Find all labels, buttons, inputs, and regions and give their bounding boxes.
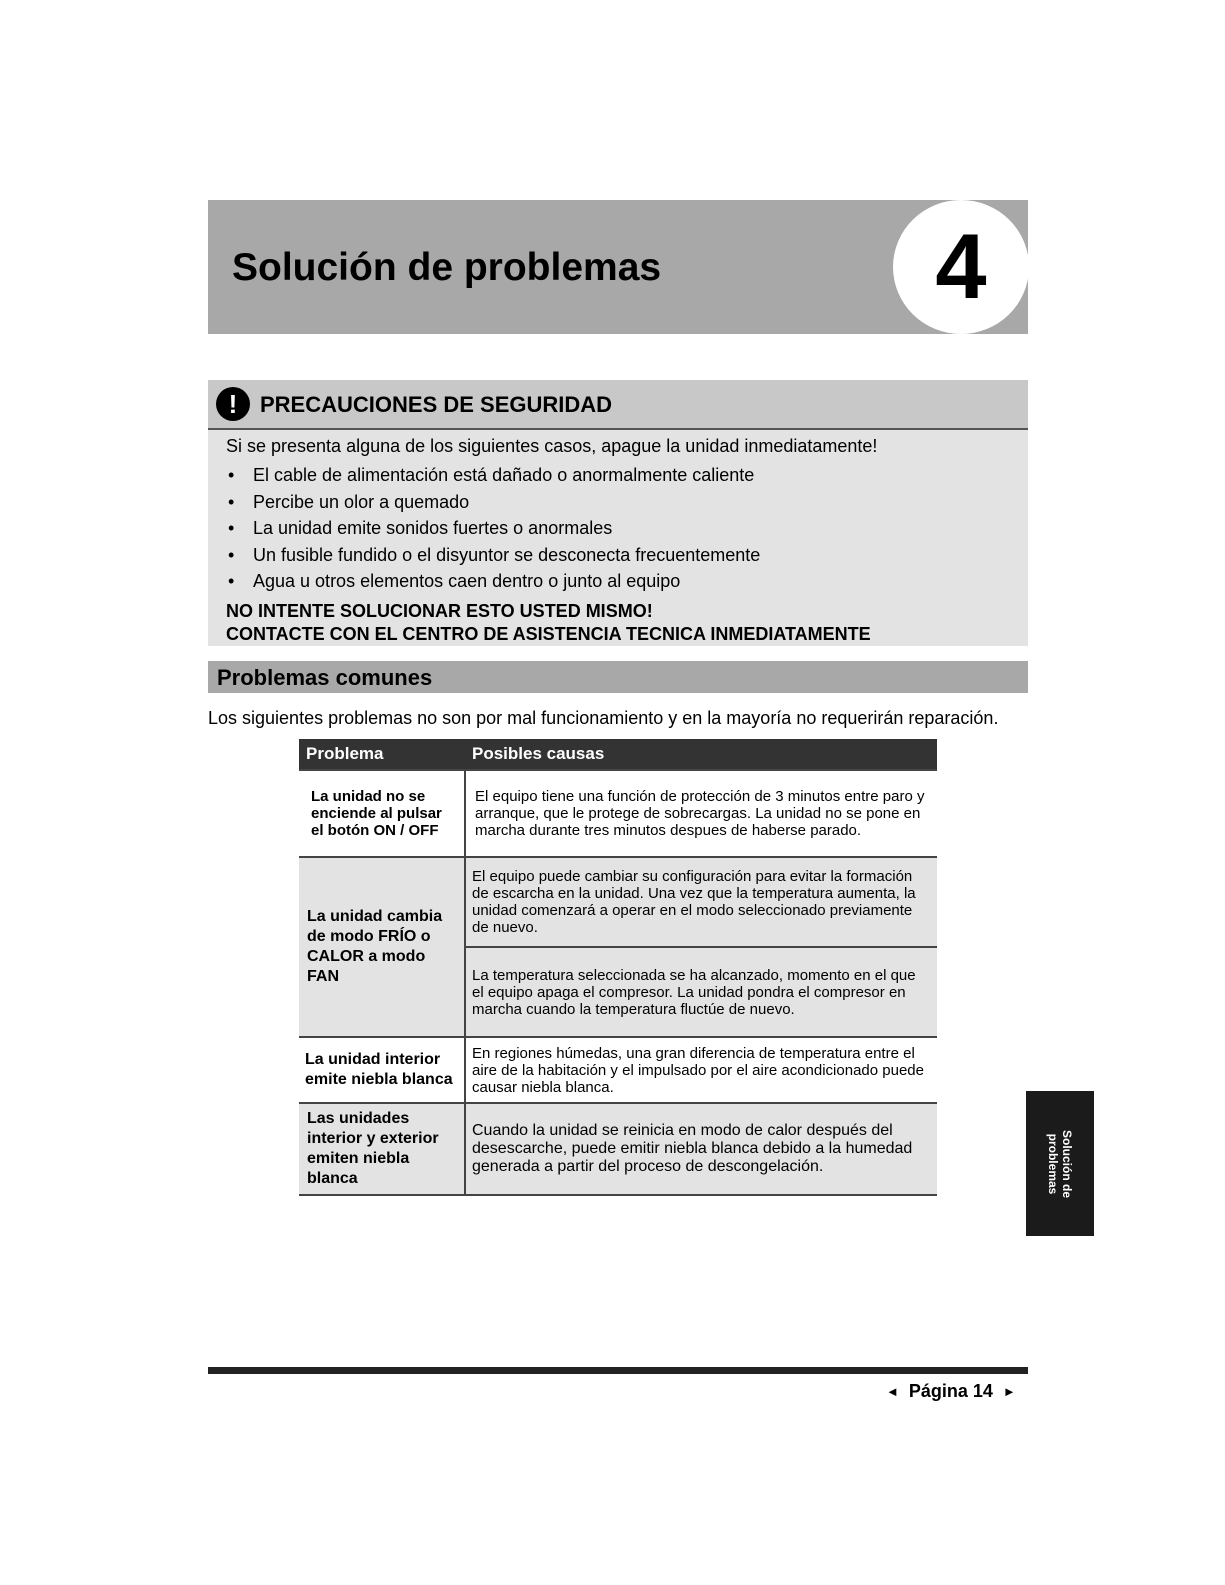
cause-cell: El equipo tiene una función de protección de 3 minutos entre paro y arranque, que le protege de sobrecargas. La unidad no se pone en marcha durante tres minutos despues de haberse parado.: [465, 770, 937, 857]
page-navigation: [886, 1379, 1016, 1403]
safety-title: PRECAUCIONES DE SEGURIDAD: [260, 392, 613, 417]
column-header-problem: Problema: [299, 739, 465, 770]
list-item: • Percibe un olor a quemado: [228, 491, 470, 512]
safety-warning: [226, 600, 871, 646]
cause-cell: La temperatura seleccionada se ha alcanzado, momento en el que el equipo apaga el compresor. La unidad pondra el compresor en marcha cuando la temperatura fluctúe de nuevo.: [465, 947, 937, 1037]
footer-divider: [208, 1367, 1028, 1374]
list-item: • El cable de alimentación está dañado o anormalmente caliente: [228, 465, 755, 485]
list-item: • Un fusible fundido o el disyuntor se desconecta frecuentemente: [228, 544, 761, 565]
problem-cell: La unidad cambia de modo FRÍO o CALOR a modo FAN: [299, 857, 465, 1037]
chapter-number: 4: [893, 200, 1028, 334]
section-intro: Los siguientes problemas no son por mal funcionamiento y en la mayoría no requerirán reparación.: [208, 708, 999, 728]
safety-intro: Si se presenta alguna de los siguientes casos, apague la unidad inmediatamente!: [226, 436, 878, 456]
safety-warning-line: CONTACTE CON EL CENTRO DE ASISTENCIA TECNICA INMEDIATAMENTE: [226, 624, 871, 644]
table-row: [299, 770, 937, 857]
previous-page-arrow-icon[interactable]: ◄: [886, 1383, 899, 1399]
cause-cell: En regiones húmedas, una gran diferencia de temperatura entre el aire de la habitación y el impulsado por el aire acondicionado puede causar niebla blanca.: [465, 1037, 937, 1103]
common-problems-header: [208, 661, 1028, 693]
problem-cell: Las unidades interior y exterior emiten niebla blanca: [299, 1103, 465, 1195]
cause-cell: Cuando la unidad se reinicia en modo de calor después del desescarche, puede emitir niebla blanca debido a la humedad generada a partir del proceso de descongelación.: [465, 1103, 937, 1195]
table-row: [299, 857, 937, 947]
table-row: [299, 1103, 937, 1195]
problem-cell: La unidad interior emite niebla blanca: [299, 1037, 465, 1103]
safety-precautions-box: [208, 380, 1028, 646]
chapter-side-tab[interactable]: [1026, 1091, 1094, 1236]
section-title: Problemas comunes: [217, 665, 433, 690]
list-item: • La unidad emite sonidos fuertes o anormales: [228, 518, 613, 538]
table-header-row: [299, 739, 937, 770]
table-row: [299, 1037, 937, 1103]
safety-header: [208, 380, 1028, 430]
chapter-header: [208, 200, 1028, 334]
page-number: Página 14: [908, 1380, 993, 1401]
column-header-causes: Posibles causas: [465, 739, 937, 770]
next-page-arrow-icon[interactable]: ►: [1002, 1383, 1016, 1399]
list-item: • Agua u otros elementos caen dentro o junto al equipo: [228, 571, 681, 591]
side-tab-label: Solución de problemas: [1046, 1129, 1074, 1198]
safety-list: [226, 465, 760, 598]
safety-warning-line: NO INTENTE SOLUCIONAR ESTO USTED MISMO!: [226, 601, 653, 621]
warning-icon: !: [216, 387, 250, 421]
cause-cell: El equipo puede cambiar su configuración para evitar la formación de escarcha en la unidad. Una vez que la temperatura aumenta, la unidad comenzará a operar en el modo seleccionado previamente de nuevo.: [465, 857, 937, 947]
chapter-title: Solución de problemas: [232, 246, 662, 289]
problem-cell: La unidad no se enciende al pulsar el botón ON / OFF: [299, 770, 465, 857]
problems-table: [299, 739, 937, 1196]
